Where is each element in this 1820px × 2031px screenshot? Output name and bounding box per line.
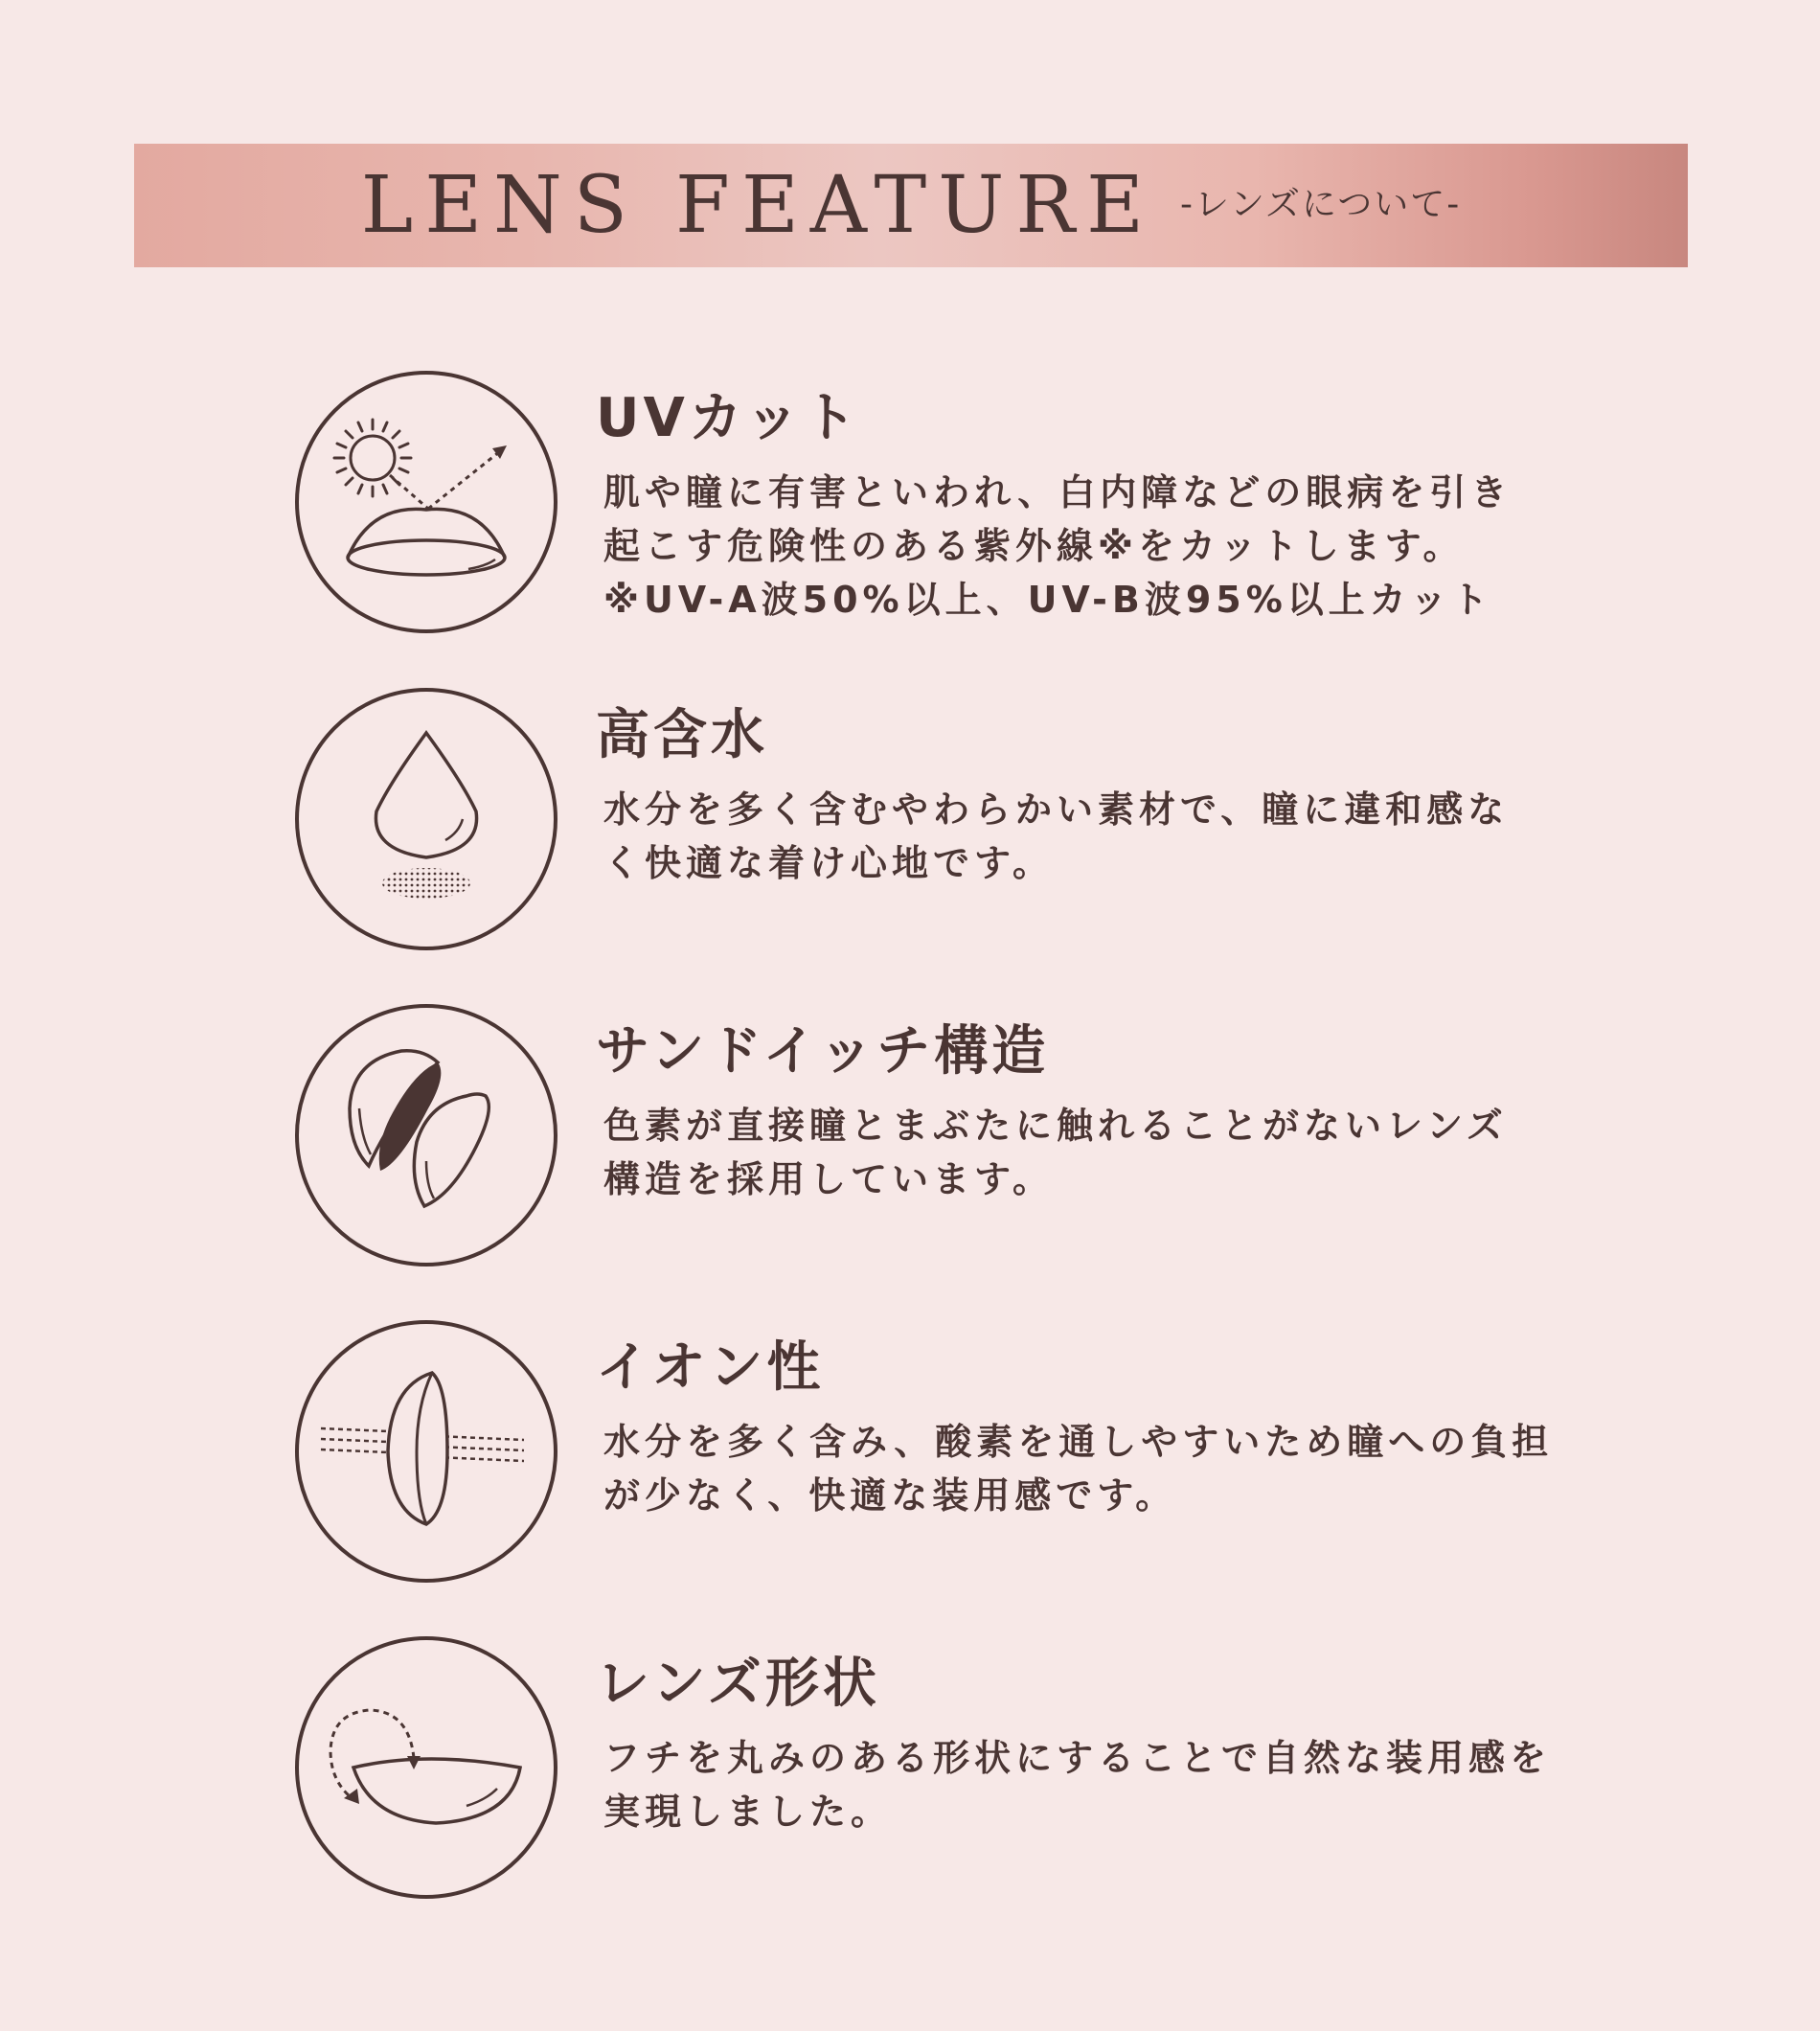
feature-sandwich bbox=[0, 1003, 1820, 1271]
lens-shape-icon bbox=[294, 1635, 558, 1900]
water-drop-icon bbox=[294, 687, 558, 951]
feature-description: 水分を多く含むやわらかい素材で、瞳に違和感な く快適な着け心地です。 bbox=[603, 788, 1510, 884]
sandwich-structure-icon bbox=[294, 1003, 558, 1267]
feature-title: レンズ形状 bbox=[596, 1653, 880, 1715]
feature-description: フチを丸みのある形状にすることで自然な装用感を 実現しました。 bbox=[603, 1737, 1552, 1833]
feature-description: 色素が直接瞳とまぶたに触れることがないレンズ 構造を採用しています。 bbox=[603, 1105, 1508, 1200]
feature-description: 肌や瞳に有害といわれ、白内障などの眼病を引き 起こす危険性のある紫外線※をカットします。 ※UV-A波50%以上、UV-B波95%以上カット bbox=[603, 471, 1513, 621]
feature-title: UVカット bbox=[596, 387, 861, 449]
page-subtitle: -レンズについて- bbox=[1179, 185, 1462, 224]
feature-title: サンドイッチ構造 bbox=[596, 1020, 1050, 1083]
feature-title: 高含水 bbox=[596, 704, 768, 766]
feature-title: イオン性 bbox=[596, 1336, 825, 1399]
feature-high-water bbox=[0, 687, 1820, 955]
ionic-icon bbox=[294, 1319, 558, 1584]
feature-ionic bbox=[0, 1319, 1820, 1587]
page-title: LENS FEATURE bbox=[360, 160, 1155, 251]
uv-cut-icon bbox=[294, 370, 558, 634]
feature-uv-cut bbox=[0, 370, 1820, 638]
feature-description: 水分を多く含み、酸素を通しやすいため瞳への負担 が少なく、快適な装用感です。 bbox=[603, 1421, 1554, 1517]
feature-lens-shape bbox=[0, 1635, 1820, 1904]
header-banner bbox=[134, 144, 1688, 267]
